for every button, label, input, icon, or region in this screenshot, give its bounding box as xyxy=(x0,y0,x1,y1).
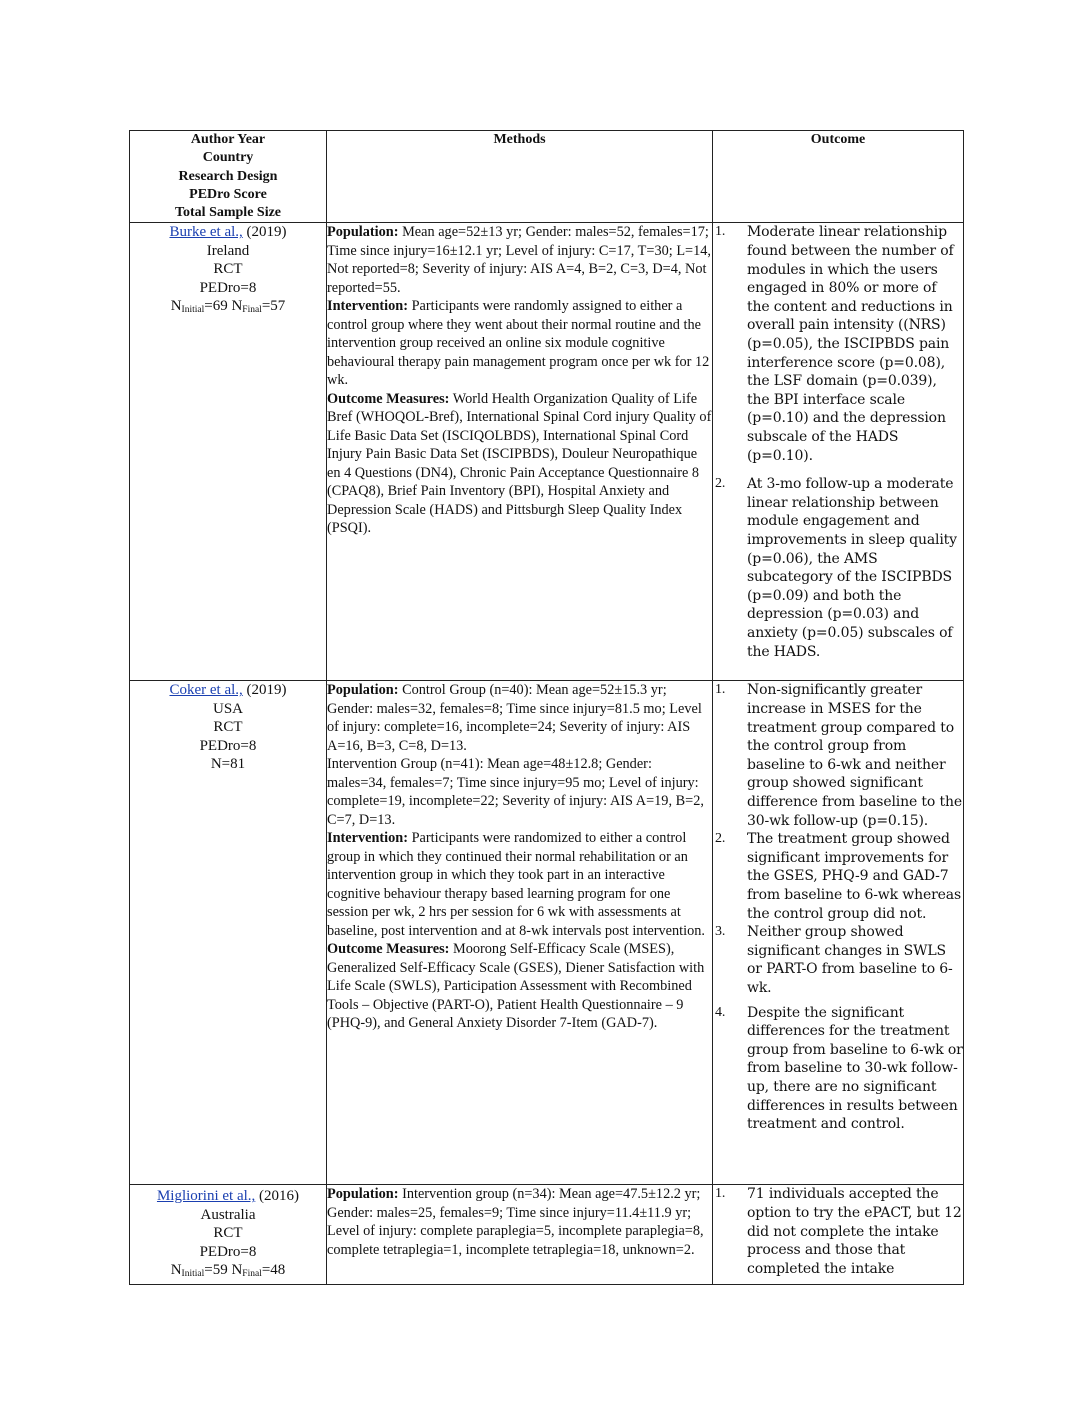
outcome-list xyxy=(713,1185,963,1277)
outcome-cell xyxy=(713,681,964,1185)
study-year: (2019) xyxy=(242,224,287,241)
methods-population: Population: Control Group (n=40): Mean age=52±15.3 yr; Gender: males=32, females=8; Time since injury=81.5 mo; Level of injury: complete=16, incomplete=24; Severity of injury: AIS A=16, B=3, C=8, D=13. xyxy=(327,682,702,754)
methods-cell xyxy=(327,681,713,1185)
study-pedro: PEDro=8 xyxy=(199,279,257,296)
study-country: Australia xyxy=(200,1206,256,1223)
outcome-item: 2. At 3-mo follow-up a moderate linear relationship between module engagement and improvements in sleep quality (p=0.06), the AMS subcategory of the ISCIPBDS (p=0.09) and both the depression (p=0.03) and anxiety (p=0.05) subscales of the HADS. xyxy=(715,476,957,660)
study-year: (2016) xyxy=(255,1188,300,1205)
evidence-table xyxy=(129,130,964,1285)
study-sample-size: $N_{Initial}=59$ $N_{Final}=48$ xyxy=(170,1262,286,1280)
table-row xyxy=(130,1185,964,1285)
methods-population: Population: Mean age=52±13 yr; Gender: males=52, females=17; Time since injury=16±12.1 yr; Level of injury: C=17, T=30; L=14, Not reported=8; Severity of injury: AIS A=4, B=2, C=3, D=4, Not reported=55. xyxy=(327,224,711,296)
study-cell xyxy=(130,681,327,1185)
study-design: RCT xyxy=(213,261,243,278)
header-methods: Methods xyxy=(327,131,713,223)
study-country: USA xyxy=(212,700,243,717)
study-sample-size: $N_{Initial}=69$ $N_{Final}=57$ xyxy=(170,298,286,316)
study-country: Ireland xyxy=(206,242,250,259)
header-outcome: Outcome xyxy=(713,131,964,223)
outcome-item: 1. 71 individuals accepted the option to try the ePACT, but 12 did not complete the intake process and those that completed the intake xyxy=(715,1186,962,1277)
header-line: Country xyxy=(202,150,254,166)
header-line: Research Design xyxy=(178,168,278,184)
header-line: PEDro Score xyxy=(189,186,267,202)
outcome-item: 2. The treatment group showed significant improvements for the GSES, PHQ-9 and GAD-7 from baseline to 6-wk whereas the control group did not. xyxy=(715,831,962,922)
methods-outcome-measures: Outcome Measures: World Health Organization Quality of Life Bref (WHOQOL-Bref), International Spinal Cord injury Quality of Life Basic Data Set (ISCIQOLBDS), International Spinal Cord Injury Pain Basic Data Set (ISCIPBDS), Douleur Neuropathique en 4 Questions (DN4), Chronic Pain Acceptance Questionnaire 8 (CPAQ8), Brief Pain Inventory (BPI), Hospital Anxiety and Depression Scale (HADS) and Pittsburgh Sleep Quality Index (PSQI). xyxy=(327,390,712,537)
study-design: RCT xyxy=(213,719,243,736)
methods-cell xyxy=(327,223,713,681)
study-cell xyxy=(130,1185,327,1285)
table-row xyxy=(130,223,964,681)
methods-outcome-measures: Outcome Measures: Moorong Self-Efficacy Scale (MSES), Generalized Self-Efficacy Scale (GSES), Diener Satisfaction with Life Scale (SWLS), Participation Assessment with Recombined Tools – Objective (PART-O), Patient Health Questionnaire – 9 (PHQ-9), and General Anxiety Disorder 7-Item (GAD-7). xyxy=(327,941,705,1032)
methods-intervention: Intervention: Participants were randomized to either a control group in which they continued their normal rehabilitation or an intervention group in which they took part in an interactive cognitive behaviour therapy based learning program for one session per wk, 2 hrs per session for 6 wk with assessments at baseline, post intervention and at 8-wk intervals post intervention. xyxy=(327,830,705,939)
author-link[interactable]: Coker et al., xyxy=(169,682,243,699)
outcome-item: 3. Neither group showed significant changes in SWLS or PART-O from baseline to 6-wk. xyxy=(715,924,953,996)
header-study-info xyxy=(130,131,327,223)
outcome-clip xyxy=(713,1185,963,1277)
author-link[interactable]: Migliorini et al., xyxy=(156,1188,256,1205)
study-pedro: PEDro=8 xyxy=(199,737,257,754)
study-design: RCT xyxy=(213,1225,243,1242)
outcome-cell xyxy=(713,223,964,681)
methods-cell xyxy=(327,1185,713,1285)
outcome-list xyxy=(713,681,963,1133)
header-line: Total Sample Size xyxy=(174,205,282,221)
header-line: Author Year xyxy=(190,132,266,147)
outcome-cell xyxy=(713,1185,964,1285)
table-row xyxy=(130,681,964,1185)
outcome-item: 1. Non-significantly greater increase in MSES for the treatment group compared to the control group from baseline to 6-wk and neither group showed significant difference from baseline to the 30-wk follow-up (p=0.15). xyxy=(715,682,962,829)
outcome-item: 1. Moderate linear relationship found between the number of modules in which the users engaged in 80% or more of the content and reductions in overall pain intensity ((NRS) (p=0.05), the ISCIPBDS pain interference score (p=0.08), the LSF domain (p=0.039), the BPI interface scale (p=0.10) and the depression subscale of the HADS (p=0.10). xyxy=(715,224,954,464)
methods-population: Population: Intervention group (n=34): Mean age=47.5±12.2 yr; Gender: males=25, females=9; Time since injury=11.4±11.9 yr; Level of injury: complete paraplegia=5, incomplete paraplegia=8, complete tetraplegia=1, incomplete tetraplegia=18, unknown=2. xyxy=(327,1186,704,1258)
study-pedro: PEDro=8 xyxy=(199,1243,257,1260)
methods-intervention: Intervention: Participants were randomly assigned to either a control group where they went about their normal routine and the intervention group received an online six module cognitive behavioural therapy pain management program once per wk for 12 wk. xyxy=(327,298,710,389)
methods-population-intervention-group: Intervention Group (n=41): Mean age=48±12.8; Gender: males=34, females=7; Time since injury=95 mo; Level of injury: complete=19, incomplete=22; Severity of injury: AIS A=19, B=2, C=7, D=13. xyxy=(327,756,704,828)
outcome-item: 4. Despite the significant differences for the treatment group from baseline to 6-wk or from baseline to 30-wk follow-up, there are no significant differences in results between treatment and control. xyxy=(715,1004,963,1133)
outcome-list xyxy=(713,223,963,661)
header-row xyxy=(130,131,964,223)
author-link[interactable]: Burke et al., xyxy=(169,224,243,241)
study-year: (2019) xyxy=(242,682,287,699)
study-sample-size: N=81 xyxy=(210,756,246,773)
study-cell xyxy=(130,223,327,681)
